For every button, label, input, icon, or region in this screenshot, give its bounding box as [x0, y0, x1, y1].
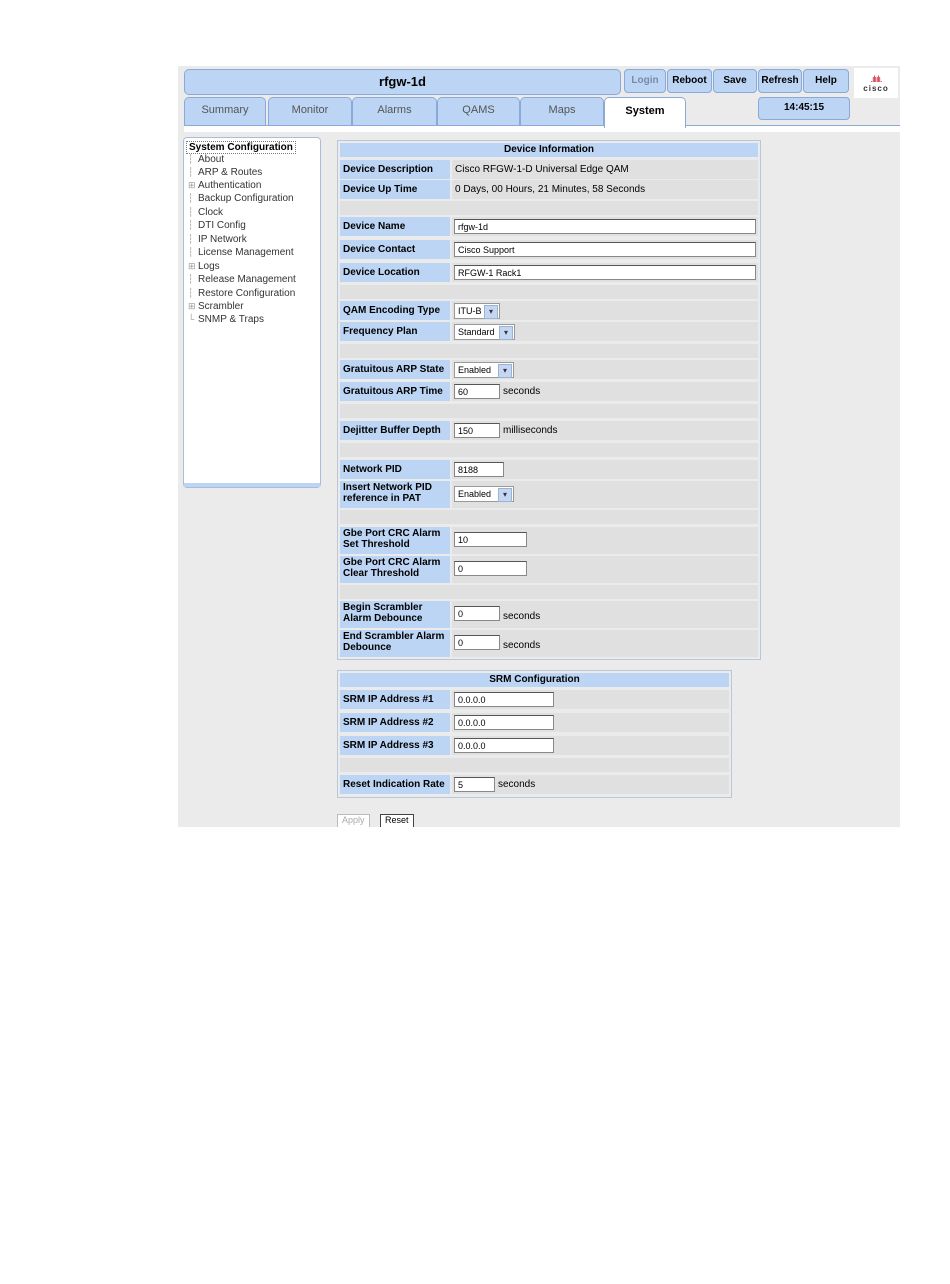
network-pid-label: Network PID [340, 460, 450, 479]
separator [340, 443, 758, 457]
device-contact-cell [452, 240, 758, 259]
tree-connector-icon: ┆ [188, 193, 194, 203]
sidebar-item-label: Scrambler [198, 301, 244, 312]
tab-monitor[interactable]: Monitor [268, 97, 352, 126]
end-scrambler-input[interactable]: 0 [454, 635, 500, 650]
device-information-header: Device Information [340, 143, 758, 157]
tree-connector-icon: ┆ [188, 167, 194, 177]
network-pid-cell [452, 460, 758, 479]
begin-scrambler-label-line1: Begin Scrambler [343, 602, 423, 613]
clock-display: 14:45:15 [758, 97, 850, 120]
srm-ip3-label: SRM IP Address #3 [340, 736, 450, 755]
srm-ip1-input[interactable]: 0.0.0.0 [454, 692, 554, 707]
crc-set-label-line1: Gbe Port CRC Alarm [343, 528, 441, 539]
insert-pid-row [340, 481, 758, 508]
insert-pid-label-line2: reference in PAT [343, 493, 421, 504]
reset-rate-label: Reset Indication Rate [340, 775, 450, 794]
insert-pid-label [340, 481, 450, 508]
srm-ip3-cell [452, 736, 729, 755]
crc-set-cell [452, 527, 758, 554]
sidebar-item-label: IP Network [198, 234, 247, 245]
sidebar-item-clock[interactable] [188, 207, 223, 218]
qam-encoding-select[interactable] [454, 303, 500, 319]
begin-scrambler-row [340, 601, 758, 628]
device-location-row [340, 263, 758, 282]
begin-scrambler-unit: seconds [503, 611, 541, 622]
device-description-row [340, 160, 758, 179]
dejitter-row [340, 421, 758, 440]
insert-pid-select[interactable] [454, 486, 514, 502]
sidebar-item-license-management[interactable] [188, 247, 294, 258]
arp-state-value: Enabled [458, 365, 492, 375]
sidebar-item-label: ARP & Routes [198, 167, 263, 178]
sidebar-item-label: DTI Config [198, 220, 246, 231]
srm-ip2-cell [452, 713, 729, 732]
sidebar-item-restore-configuration[interactable] [188, 288, 295, 299]
arp-time-unit: seconds [503, 386, 541, 397]
device-uptime-cell [452, 180, 758, 199]
separator [340, 510, 758, 524]
reset-rate-unit: seconds [498, 779, 536, 790]
dejitter-label: Dejitter Buffer Depth [340, 421, 450, 440]
qam-encoding-row [340, 301, 758, 320]
device-uptime-label: Device Up Time [340, 180, 450, 199]
cisco-bars-icon: .ılıılı. [870, 74, 882, 84]
qam-encoding-value: ITU-B [458, 306, 482, 316]
sidebar-item-label: License Management [198, 247, 294, 258]
sidebar-item-authentication[interactable] [188, 180, 261, 191]
chevron-down-icon[interactable]: ▾ [498, 364, 512, 378]
srm-ip1-label: SRM IP Address #1 [340, 690, 450, 709]
reset-rate-input[interactable]: 5 [454, 777, 495, 792]
insert-pid-cell [452, 481, 758, 508]
tab-qams[interactable]: QAMS [437, 97, 520, 126]
end-scrambler-row [340, 630, 758, 657]
device-title-bar [184, 69, 621, 95]
sidebar-item-dti-config[interactable] [188, 220, 246, 231]
frequency-plan-cell [452, 322, 758, 341]
qam-encoding-cell [452, 301, 758, 320]
arp-time-cell [452, 382, 758, 401]
sidebar-item-arp-routes[interactable] [188, 167, 262, 178]
begin-scrambler-input[interactable]: 0 [454, 606, 500, 621]
crc-clear-label-line1: Gbe Port CRC Alarm [343, 557, 441, 568]
srm-configuration-panel [337, 670, 732, 798]
crc-clear-label-line2: Clear Threshold [343, 568, 420, 579]
arp-state-cell [452, 360, 758, 379]
sidebar-item-backup-configuration[interactable] [188, 193, 294, 204]
arp-state-select[interactable] [454, 362, 514, 378]
tree-connector-icon: ┆ [188, 207, 194, 217]
sidebar-item-label: SNMP & Traps [198, 314, 264, 325]
reboot-button[interactable]: Reboot [667, 69, 712, 93]
arp-time-label: Gratuitous ARP Time [340, 382, 450, 401]
sidebar-item-snmp-traps[interactable] [188, 314, 264, 325]
tab-summary[interactable]: Summary [184, 97, 266, 126]
sidebar-item-about[interactable] [188, 154, 224, 165]
tree-connector-icon: ┆ [188, 220, 194, 230]
device-contact-label: Device Contact [340, 240, 450, 259]
begin-scrambler-cell [452, 601, 758, 628]
refresh-button[interactable]: Refresh [758, 69, 802, 93]
dejitter-input[interactable]: 150 [454, 423, 500, 438]
device-name-title: rfgw-1d [379, 74, 426, 89]
device-name-cell [452, 217, 758, 236]
tree-connector-icon: ┆ [188, 234, 194, 244]
tree-root-system-configuration[interactable]: System Configuration [186, 141, 296, 154]
rfgw-web-console [178, 66, 900, 827]
device-description-label: Device Description [340, 160, 450, 179]
frequency-plan-row [340, 322, 758, 341]
save-button[interactable]: Save [713, 69, 757, 93]
tab-system[interactable]: System [604, 97, 686, 128]
end-scrambler-label-line2: Debounce [343, 642, 392, 653]
device-description-cell [452, 160, 758, 179]
help-button[interactable]: Help [803, 69, 849, 93]
device-location-cell [452, 263, 758, 282]
tab-maps[interactable]: Maps [520, 97, 604, 126]
crc-set-row [340, 527, 758, 554]
device-location-label: Device Location [340, 263, 450, 282]
tree-connector-icon: └ [188, 314, 195, 324]
separator [340, 585, 758, 599]
crc-set-label [340, 527, 450, 554]
dejitter-unit: milliseconds [503, 425, 558, 436]
network-pid-row [340, 460, 758, 479]
device-information-panel [337, 140, 761, 660]
crc-clear-label [340, 556, 450, 583]
chevron-down-icon[interactable]: ▾ [498, 488, 512, 502]
sidebar-item-release-management[interactable] [188, 274, 296, 285]
insert-pid-value: Enabled [458, 489, 492, 499]
arp-state-row [340, 360, 758, 379]
sidebar-item-label: Clock [198, 207, 224, 218]
end-scrambler-unit: seconds [503, 640, 541, 651]
sidebar-item-label: Logs [198, 261, 220, 272]
sidebar-item-label: Restore Configuration [198, 288, 296, 299]
crc-clear-input[interactable]: 0 [454, 561, 527, 576]
crc-set-input[interactable]: 10 [454, 532, 527, 547]
expand-plus-icon[interactable]: ⊞ [188, 261, 196, 271]
sidebar-item-ip-network[interactable] [188, 234, 247, 245]
sidebar-item-logs[interactable] [188, 261, 220, 272]
tree-connector-icon: ┆ [188, 288, 194, 298]
begin-scrambler-label-line2: Alarm Debounce [343, 613, 423, 624]
device-name-label: Device Name [340, 217, 450, 236]
reset-rate-row [340, 775, 729, 794]
arp-time-input[interactable]: 60 [454, 384, 500, 399]
device-description-value: Cisco RFGW-1-D Universal Edge QAM [455, 164, 629, 175]
arp-time-row [340, 382, 758, 401]
expand-plus-icon[interactable]: ⊞ [188, 180, 196, 190]
separator [340, 758, 729, 772]
srm-ip3-row [340, 736, 729, 755]
srm-ip1-cell [452, 690, 729, 709]
tab-alarms[interactable]: Alarms [352, 97, 437, 126]
qam-encoding-label: QAM Encoding Type [340, 301, 450, 320]
sidebar-item-label: Release Management [198, 274, 296, 285]
reset-button[interactable]: Reset [380, 814, 414, 827]
tree-connector-icon: ┆ [188, 247, 194, 257]
end-scrambler-label [340, 630, 450, 657]
tree-connector-icon: ┆ [188, 154, 194, 164]
crc-set-label-line2: Set Threshold [343, 539, 410, 550]
login-button[interactable]: Login [624, 69, 666, 93]
insert-pid-label-line1: Insert Network PID [343, 482, 432, 493]
end-scrambler-label-line1: End Scrambler Alarm [343, 631, 445, 642]
network-pid-input[interactable]: 8188 [454, 462, 504, 477]
cisco-wordmark: cisco [863, 84, 889, 93]
device-contact-input[interactable]: Cisco Support [454, 242, 756, 257]
frequency-plan-label: Frequency Plan [340, 322, 450, 341]
sidebar-item-label: Backup Configuration [198, 193, 294, 204]
end-scrambler-cell [452, 630, 758, 657]
separator [340, 404, 758, 418]
srm-ip2-label: SRM IP Address #2 [340, 713, 450, 732]
srm-ip3-input[interactable]: 0.0.0.0 [454, 738, 554, 753]
frequency-plan-value: Standard [458, 327, 495, 337]
srm-configuration-header: SRM Configuration [340, 673, 729, 687]
tab-underline [184, 125, 900, 132]
crc-clear-cell [452, 556, 758, 583]
device-contact-row [340, 240, 758, 259]
separator [340, 344, 758, 358]
arp-state-label: Gratuitous ARP State [340, 360, 450, 379]
tree-connector-icon: ┆ [188, 274, 194, 284]
device-name-row [340, 217, 758, 236]
chevron-down-icon[interactable]: ▾ [484, 305, 498, 319]
crc-clear-row [340, 556, 758, 583]
srm-ip2-input[interactable]: 0.0.0.0 [454, 715, 554, 730]
reset-rate-cell [452, 775, 729, 794]
sidebar-item-scrambler[interactable] [188, 301, 244, 312]
dejitter-cell [452, 421, 758, 440]
expand-plus-icon[interactable]: ⊞ [188, 301, 196, 311]
system-config-tree [183, 137, 321, 488]
frequency-plan-select[interactable] [454, 324, 515, 340]
srm-ip2-row [340, 713, 729, 732]
sidebar-item-label: Authentication [198, 180, 262, 191]
separator [340, 285, 758, 299]
sidebar-item-label: About [198, 154, 225, 165]
srm-ip1-row [340, 690, 729, 709]
chevron-down-icon[interactable]: ▾ [499, 326, 513, 340]
begin-scrambler-label [340, 601, 450, 628]
device-location-input[interactable]: RFGW-1 Rack1 [454, 265, 756, 280]
apply-button[interactable]: Apply [337, 814, 370, 827]
device-uptime-row [340, 180, 758, 199]
separator [340, 201, 758, 215]
tree-bottom-bar [184, 483, 320, 487]
device-name-input[interactable]: rfgw-1d [454, 219, 756, 234]
cisco-logo [854, 68, 898, 98]
device-uptime-value: 0 Days, 00 Hours, 21 Minutes, 58 Seconds [455, 184, 646, 195]
